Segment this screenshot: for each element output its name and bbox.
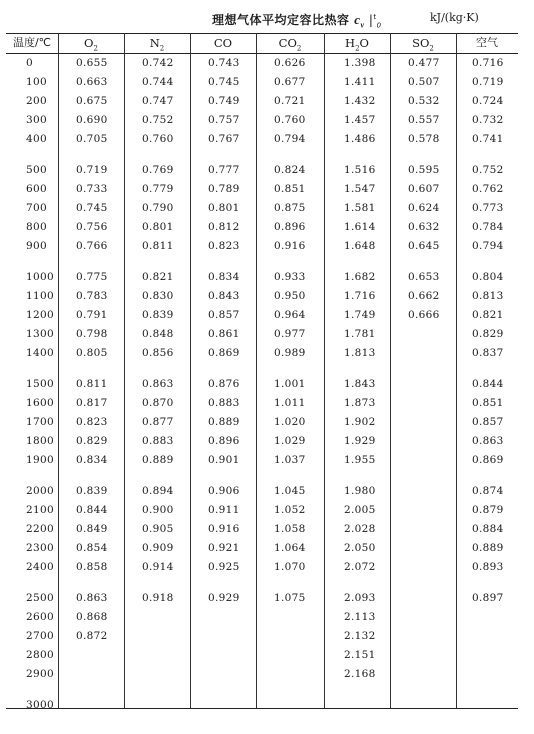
temperature-cell: 200 — [26, 95, 47, 107]
temperature-cell: 2500 — [26, 592, 54, 604]
value-cell-co2: 0.794 — [274, 133, 306, 145]
value-cell-n2: 0.744 — [142, 76, 174, 88]
value-cell-so2: 0.624 — [408, 202, 440, 214]
value-cell-co: 0.777 — [208, 164, 240, 176]
value-cell-h2o: 1.457 — [344, 114, 376, 126]
value-cell-co2: 1.001 — [274, 378, 306, 390]
value-cell-air: 0.874 — [472, 485, 504, 497]
value-cell-h2o: 1.547 — [344, 183, 376, 195]
value-cell-h2o: 1.486 — [344, 133, 376, 145]
value-cell-co2: 0.916 — [274, 240, 306, 252]
value-cell-air: 0.844 — [472, 378, 504, 390]
value-cell-n2: 0.830 — [142, 290, 174, 302]
temperature-cell: 2100 — [26, 504, 54, 516]
value-cell-n2: 0.918 — [142, 592, 174, 604]
value-cell-o2: 0.783 — [76, 290, 108, 302]
value-cell-co: 0.906 — [208, 485, 240, 497]
value-cell-co2: 0.677 — [274, 76, 306, 88]
temperature-cell: 1400 — [26, 347, 54, 359]
value-cell-air: 0.897 — [472, 592, 504, 604]
title-text: 理想气体平均定容比热容 — [212, 13, 350, 27]
value-cell-co2: 0.964 — [274, 309, 306, 321]
value-cell-h2o: 1.902 — [344, 416, 376, 428]
value-cell-co: 0.869 — [208, 347, 240, 359]
value-cell-air: 0.829 — [472, 328, 504, 340]
temperature-cell: 0 — [26, 57, 33, 69]
value-cell-h2o: 2.113 — [344, 611, 376, 623]
temperature-cell: 2900 — [26, 668, 54, 680]
value-cell-co: 0.757 — [208, 114, 240, 126]
value-cell-o2: 0.823 — [76, 416, 108, 428]
value-cell-h2o: 1.929 — [344, 435, 376, 447]
temperature-cell: 1200 — [26, 309, 54, 321]
value-cell-n2: 0.811 — [142, 240, 174, 252]
value-cell-co2: 1.058 — [274, 523, 306, 535]
value-cell-h2o: 2.168 — [344, 668, 376, 680]
value-cell-air: 0.869 — [472, 454, 504, 466]
value-cell-co2: 0.950 — [274, 290, 306, 302]
value-cell-so2: 0.632 — [408, 221, 440, 233]
value-cell-co: 0.857 — [208, 309, 240, 321]
value-cell-co: 0.861 — [208, 328, 240, 340]
temperature-cell: 400 — [26, 133, 47, 145]
value-cell-o2: 0.705 — [76, 133, 108, 145]
value-cell-n2: 0.790 — [142, 202, 174, 214]
value-cell-h2o: 1.411 — [344, 76, 376, 88]
value-cell-n2: 0.909 — [142, 542, 174, 554]
column-divider — [256, 33, 257, 708]
value-cell-o2: 0.868 — [76, 611, 108, 623]
value-cell-air: 0.837 — [472, 347, 504, 359]
value-cell-so2: 0.507 — [408, 76, 440, 88]
value-cell-n2: 0.900 — [142, 504, 174, 516]
value-cell-air: 0.732 — [472, 114, 504, 126]
value-cell-o2: 0.858 — [76, 561, 108, 573]
data-table — [6, 33, 518, 711]
value-cell-o2: 0.854 — [76, 542, 108, 554]
header-so2: $SO_2$ — [412, 36, 434, 53]
header-air: 空气 — [476, 36, 498, 49]
header-o2: $O_2$ — [84, 36, 98, 53]
value-cell-n2: 0.914 — [142, 561, 174, 573]
value-cell-co2: 1.037 — [274, 454, 306, 466]
value-cell-air: 0.762 — [472, 183, 504, 195]
value-cell-o2: 0.719 — [76, 164, 108, 176]
temperature-cell: 1500 — [26, 378, 54, 390]
value-cell-n2: 0.848 — [142, 328, 174, 340]
temperature-cell: 2800 — [26, 649, 54, 661]
value-cell-co: 0.823 — [208, 240, 240, 252]
value-cell-co: 0.921 — [208, 542, 240, 554]
value-cell-air: 0.741 — [472, 133, 504, 145]
value-cell-n2: 0.905 — [142, 523, 174, 535]
column-divider — [324, 33, 325, 708]
value-cell-n2: 0.863 — [142, 378, 174, 390]
value-cell-so2: 0.578 — [408, 133, 440, 145]
value-cell-h2o: 1.614 — [344, 221, 376, 233]
value-cell-co: 0.916 — [208, 523, 240, 535]
value-cell-so2: 0.662 — [408, 290, 440, 302]
value-cell-air: 0.863 — [472, 435, 504, 447]
value-cell-n2: 0.883 — [142, 435, 174, 447]
value-cell-air: 0.794 — [472, 240, 504, 252]
value-cell-co: 0.767 — [208, 133, 240, 145]
value-cell-co2: 1.064 — [274, 542, 306, 554]
header-h2o: $H_2O$ — [345, 36, 369, 53]
value-cell-air: 0.804 — [472, 271, 504, 283]
value-cell-air: 0.879 — [472, 504, 504, 516]
value-cell-co: 0.911 — [208, 504, 240, 516]
temperature-cell: 600 — [26, 183, 47, 195]
value-cell-co: 0.745 — [208, 76, 240, 88]
value-cell-co2: 0.824 — [274, 164, 306, 176]
value-cell-n2: 0.752 — [142, 114, 174, 126]
value-cell-h2o: 1.716 — [344, 290, 376, 302]
value-cell-n2: 0.760 — [142, 133, 174, 145]
temperature-cell: 100 — [26, 76, 47, 88]
value-cell-co: 0.789 — [208, 183, 240, 195]
temperature-cell: 1600 — [26, 397, 54, 409]
value-cell-n2: 0.894 — [142, 485, 174, 497]
value-cell-h2o: 1.843 — [344, 378, 376, 390]
column-divider — [456, 33, 457, 708]
value-cell-air: 0.851 — [472, 397, 504, 409]
title-symbol: $c_v$ — [354, 12, 365, 30]
temperature-cell: 1000 — [26, 271, 54, 283]
temperature-cell: 1900 — [26, 454, 54, 466]
value-cell-h2o: 2.028 — [344, 523, 376, 535]
temperature-cell: 900 — [26, 240, 47, 252]
value-cell-n2: 0.747 — [142, 95, 174, 107]
value-cell-h2o: 2.050 — [344, 542, 376, 554]
value-cell-co2: 1.075 — [274, 592, 306, 604]
value-cell-n2: 0.839 — [142, 309, 174, 321]
value-cell-co2: 0.760 — [274, 114, 306, 126]
value-cell-so2: 0.477 — [408, 57, 440, 69]
value-cell-o2: 0.805 — [76, 347, 108, 359]
value-cell-o2: 0.663 — [76, 76, 108, 88]
header-temperature: 温度/℃ — [12, 36, 52, 49]
value-cell-h2o: 1.398 — [344, 57, 376, 69]
value-cell-h2o: 2.005 — [344, 504, 376, 516]
value-cell-o2: 0.756 — [76, 221, 108, 233]
value-cell-co2: 0.851 — [274, 183, 306, 195]
value-cell-h2o: 1.813 — [344, 347, 376, 359]
value-cell-o2: 0.849 — [76, 523, 108, 535]
value-cell-air: 0.784 — [472, 221, 504, 233]
value-cell-co: 0.843 — [208, 290, 240, 302]
value-cell-co2: 1.052 — [274, 504, 306, 516]
value-cell-h2o: 2.093 — [344, 592, 376, 604]
value-cell-o2: 0.766 — [76, 240, 108, 252]
temperature-cell: 1300 — [26, 328, 54, 340]
value-cell-co: 0.876 — [208, 378, 240, 390]
value-cell-co2: 0.896 — [274, 221, 306, 233]
value-cell-o2: 0.844 — [76, 504, 108, 516]
temperature-cell: 500 — [26, 164, 47, 176]
value-cell-air: 0.773 — [472, 202, 504, 214]
value-cell-n2: 0.877 — [142, 416, 174, 428]
value-cell-so2: 0.653 — [408, 271, 440, 283]
header-n2: $N_2$ — [149, 36, 165, 53]
value-cell-so2: 0.557 — [408, 114, 440, 126]
temperature-cell: 2400 — [26, 561, 54, 573]
value-cell-o2: 0.834 — [76, 454, 108, 466]
value-cell-so2: 0.645 — [408, 240, 440, 252]
value-cell-o2: 0.817 — [76, 397, 108, 409]
value-cell-co2: 1.045 — [274, 485, 306, 497]
value-cell-co2: 1.020 — [274, 416, 306, 428]
value-cell-o2: 0.655 — [76, 57, 108, 69]
value-cell-air: 0.821 — [472, 309, 504, 321]
value-cell-air: 0.884 — [472, 523, 504, 535]
value-cell-o2: 0.863 — [76, 592, 108, 604]
bottom-rule — [6, 708, 518, 709]
value-cell-air: 0.893 — [472, 561, 504, 573]
value-cell-o2: 0.791 — [76, 309, 108, 321]
value-cell-co: 0.812 — [208, 221, 240, 233]
value-cell-h2o: 1.955 — [344, 454, 376, 466]
value-cell-o2: 0.811 — [76, 378, 108, 390]
temperature-cell: 700 — [26, 202, 47, 214]
column-divider — [124, 33, 125, 708]
value-cell-n2: 0.742 — [142, 57, 174, 69]
value-cell-co: 0.834 — [208, 271, 240, 283]
temperature-cell: 2000 — [26, 485, 54, 497]
value-cell-air: 0.719 — [472, 76, 504, 88]
value-cell-o2: 0.775 — [76, 271, 108, 283]
value-cell-n2: 0.870 — [142, 397, 174, 409]
value-cell-o2: 0.675 — [76, 95, 108, 107]
value-cell-o2: 0.798 — [76, 328, 108, 340]
value-cell-co2: 0.977 — [274, 328, 306, 340]
value-cell-co2: 0.875 — [274, 202, 306, 214]
temperature-cell: 800 — [26, 221, 47, 233]
value-cell-air: 0.716 — [472, 57, 504, 69]
table-title — [212, 11, 382, 30]
value-cell-air: 0.889 — [472, 542, 504, 554]
value-cell-h2o: 1.581 — [344, 202, 376, 214]
value-cell-air: 0.857 — [472, 416, 504, 428]
value-cell-h2o: 1.781 — [344, 328, 376, 340]
value-cell-co2: 0.989 — [274, 347, 306, 359]
temperature-cell: 2300 — [26, 542, 54, 554]
value-cell-co: 0.929 — [208, 592, 240, 604]
value-cell-co: 0.801 — [208, 202, 240, 214]
value-cell-so2: 0.532 — [408, 95, 440, 107]
value-cell-co2: 0.626 — [274, 57, 306, 69]
value-cell-h2o: 2.151 — [344, 649, 376, 661]
value-cell-co: 0.889 — [208, 416, 240, 428]
temperature-cell: 2200 — [26, 523, 54, 535]
table-caption — [0, 8, 534, 28]
value-cell-co2: 1.070 — [274, 561, 306, 573]
value-cell-o2: 0.733 — [76, 183, 108, 195]
header-co: CO — [213, 36, 233, 50]
value-cell-co: 0.901 — [208, 454, 240, 466]
value-cell-air: 0.724 — [472, 95, 504, 107]
value-cell-air: 0.813 — [472, 290, 504, 302]
value-cell-n2: 0.779 — [142, 183, 174, 195]
column-divider — [190, 33, 191, 708]
value-cell-co2: 1.029 — [274, 435, 306, 447]
value-cell-h2o: 1.682 — [344, 271, 376, 283]
temperature-cell: 1800 — [26, 435, 54, 447]
value-cell-o2: 0.745 — [76, 202, 108, 214]
value-cell-h2o: 1.432 — [344, 95, 376, 107]
value-cell-co: 0.925 — [208, 561, 240, 573]
value-cell-co: 0.749 — [208, 95, 240, 107]
value-cell-co2: 1.011 — [274, 397, 306, 409]
unit-label: kJ/(kg·K) — [430, 11, 479, 24]
value-cell-n2: 0.889 — [142, 454, 174, 466]
temperature-cell: 300 — [26, 114, 47, 126]
value-cell-o2: 0.690 — [76, 114, 108, 126]
temperature-cell: 3000 — [26, 699, 54, 711]
value-cell-so2: 0.595 — [408, 164, 440, 176]
value-cell-o2: 0.839 — [76, 485, 108, 497]
title-limits: $|^t_0$ — [364, 13, 382, 30]
value-cell-so2: 0.666 — [408, 309, 440, 321]
value-cell-co: 0.896 — [208, 435, 240, 447]
temperature-cell: 2600 — [26, 611, 54, 623]
column-divider — [58, 33, 59, 708]
value-cell-h2o: 1.648 — [344, 240, 376, 252]
value-cell-n2: 0.821 — [142, 271, 174, 283]
temperature-cell: 1700 — [26, 416, 54, 428]
value-cell-co: 0.743 — [208, 57, 240, 69]
value-cell-h2o: 2.072 — [344, 561, 376, 573]
value-cell-h2o: 1.873 — [344, 397, 376, 409]
value-cell-co2: 0.933 — [274, 271, 306, 283]
value-cell-n2: 0.856 — [142, 347, 174, 359]
temperature-cell: 1100 — [26, 290, 54, 302]
value-cell-h2o: 1.749 — [344, 309, 376, 321]
value-cell-h2o: 1.980 — [344, 485, 376, 497]
value-cell-air: 0.752 — [472, 164, 504, 176]
value-cell-o2: 0.872 — [76, 630, 108, 642]
temperature-cell: 2700 — [26, 630, 54, 642]
value-cell-co: 0.883 — [208, 397, 240, 409]
value-cell-n2: 0.769 — [142, 164, 174, 176]
header-co2: $CO_2$ — [278, 36, 302, 53]
value-cell-h2o: 1.516 — [344, 164, 376, 176]
value-cell-h2o: 2.132 — [344, 630, 376, 642]
value-cell-co2: 0.721 — [274, 95, 306, 107]
value-cell-n2: 0.801 — [142, 221, 174, 233]
value-cell-so2: 0.607 — [408, 183, 440, 195]
value-cell-o2: 0.829 — [76, 435, 108, 447]
column-divider — [390, 33, 391, 708]
